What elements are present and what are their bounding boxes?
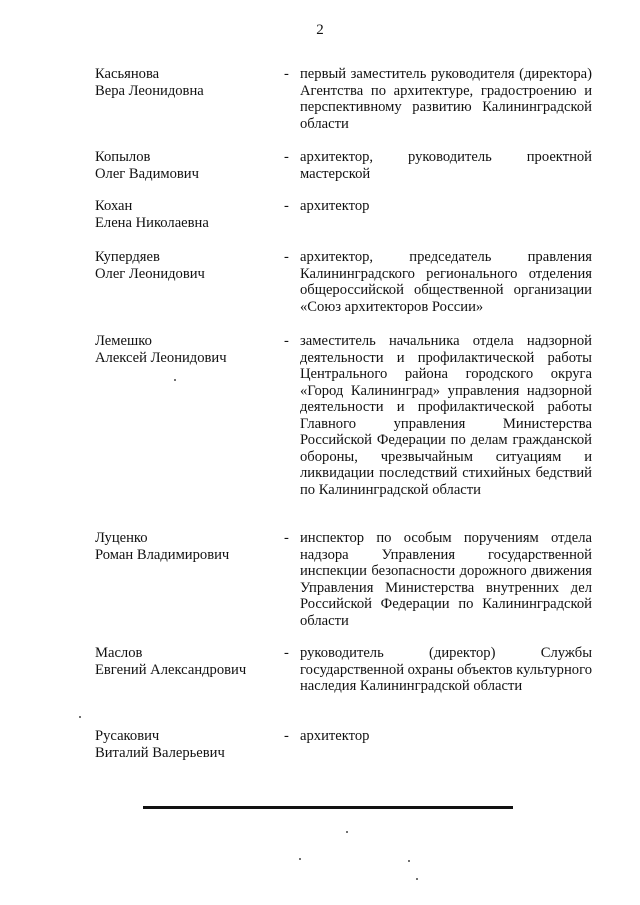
member-surname: Маслов: [95, 645, 143, 661]
scan-speck: [79, 716, 81, 718]
member-surname: Луценко: [95, 530, 148, 546]
member-role: архитектор, руководитель проектной мастерской: [300, 149, 592, 182]
member-given-names: Елена Николаевна: [95, 214, 209, 231]
entry-dash: -: [284, 198, 289, 214]
scan-speck: [299, 858, 301, 860]
entry-dash: -: [284, 249, 289, 265]
member-role: первый заместитель руководителя (директора) Агентства по архитектуре, градостроению и перспективному развитию Калининградской области: [300, 66, 592, 132]
member-name: [95, 66, 280, 99]
member-role: заместитель начальника отдела надзорной деятельности и профилактической работы Центрального района городского округа «Город Калининград» управления надзорной деятельности и профилактической работы Главного управления Министерства Российской Федерации по делам гражданской обороны, чрезвычайным ситуациям и ликвидации последствий стихийных бедствий по Калининградской области: [300, 333, 592, 498]
member-name: [95, 149, 280, 182]
member-role: архитектор, председатель правления Калининградского регионального отделения общероссийской общественной организации «Союз архитекторов России»: [300, 249, 592, 315]
member-name: [95, 530, 280, 563]
member-surname: Копылов: [95, 149, 151, 165]
member-name: [95, 249, 280, 282]
member-surname: Русакович: [95, 728, 160, 744]
member-surname: Купердяев: [95, 249, 160, 265]
member-given-names: Виталий Валерьевич: [95, 744, 225, 761]
member-name: [95, 645, 280, 678]
entry-dash: -: [284, 728, 289, 744]
member-given-names: Олег Леонидович: [95, 265, 205, 282]
member-surname: Касьянова: [95, 66, 160, 82]
closing-rule: [143, 806, 513, 809]
entry-dash: -: [284, 66, 289, 82]
member-surname: Кохан: [95, 198, 133, 214]
member-surname: Лемешко: [95, 333, 152, 349]
scan-speck: [346, 831, 348, 833]
scan-speck: [174, 379, 176, 381]
member-role: инспектор по особым поручениям отдела надзора Управления государственной инспекции безопасности дорожного движения Управления Министерства внутренних дел Российской Федерации по Калининградской области: [300, 530, 592, 629]
member-name: [95, 333, 280, 366]
entry-dash: -: [284, 530, 289, 546]
member-role: руководитель (директор) Службы государственной охраны объектов культурного наследия Калининградской области: [300, 645, 592, 694]
entry-dash: -: [284, 645, 289, 661]
member-given-names: Алексей Леонидович: [95, 349, 227, 366]
scan-speck: [408, 860, 410, 862]
member-role: архитектор: [300, 728, 370, 744]
member-role: архитектор: [300, 198, 370, 214]
scan-speck: [416, 878, 418, 880]
member-given-names: Евгений Александрович: [95, 661, 247, 678]
page-number: 2: [316, 22, 324, 38]
entry-dash: -: [284, 333, 289, 349]
member-given-names: Вера Леонидовна: [95, 82, 204, 99]
member-name: [95, 728, 280, 761]
member-given-names: Олег Вадимович: [95, 165, 199, 182]
member-name: [95, 198, 280, 231]
member-given-names: Роман Владимирович: [95, 546, 230, 563]
entry-dash: -: [284, 149, 289, 165]
